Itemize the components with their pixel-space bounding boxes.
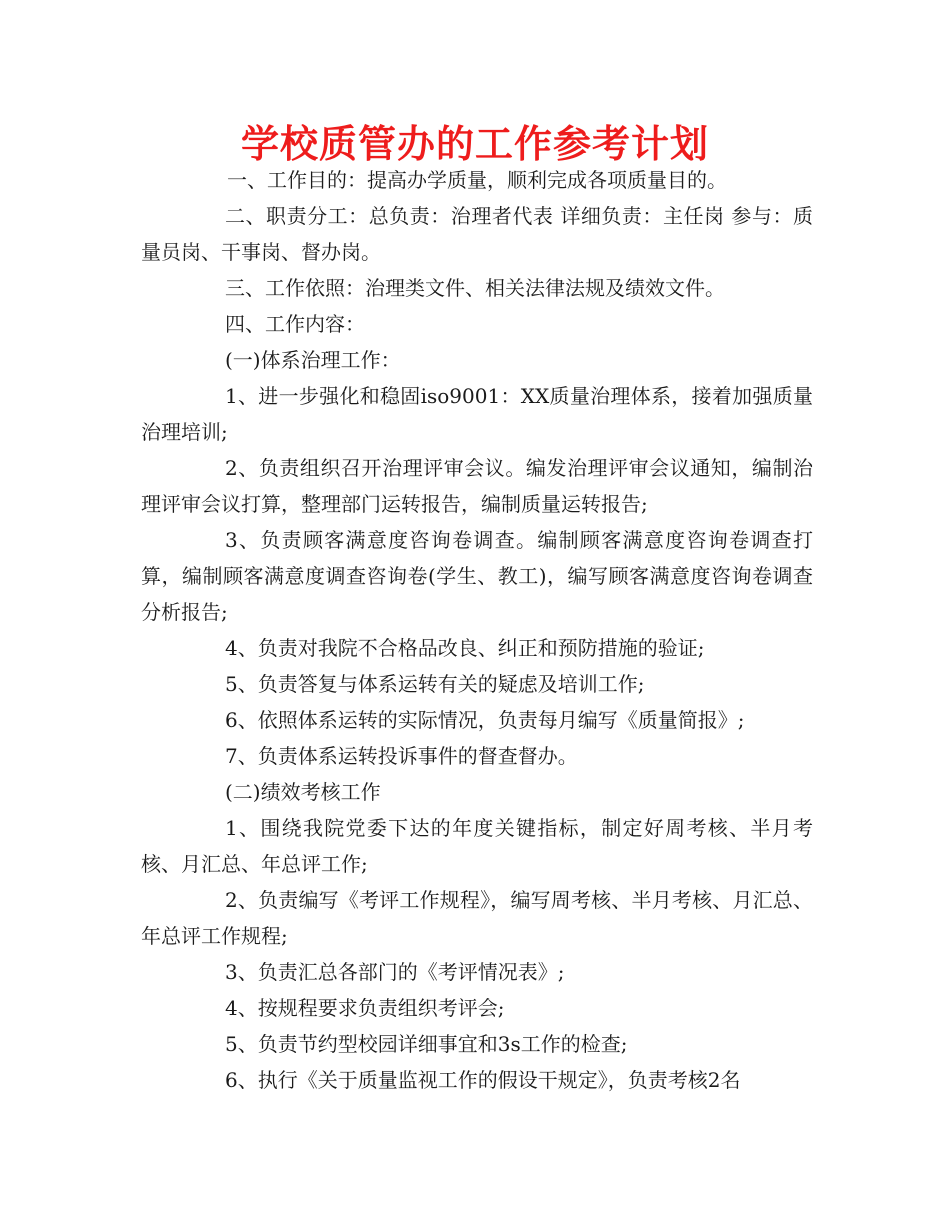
paragraph-responsibility: 二、职责分工：总负责：治理者代表 详细负责：主任岗 参与：质量员岗、干事岗、督办岗。 xyxy=(141,204,813,264)
list-item: 7、负责体系运转投诉事件的督查督办。 xyxy=(225,744,578,768)
list-item: 1、围绕我院党委下达的年度关键指标，制定好周考核、半月考核、月汇总、年总评工作; xyxy=(141,816,813,876)
paragraph-purpose: 一、工作目的：提高办学质量，顺利完成各项质量目的。 xyxy=(227,168,727,192)
list-item: 3、负责顾客满意度咨询卷调查。编制顾客满意度咨询卷调查打算，编制顾客满意度调查咨询卷(学生、教工)，编写顾客满意度咨询卷调查分析报告; xyxy=(141,528,813,624)
list-item: 4、负责对我院不合格品改良、纠正和预防措施的验证; xyxy=(225,636,705,660)
list-item: 3、负责汇总各部门的《考评情况表》; xyxy=(225,960,565,984)
list-item: 6、执行《关于质量监视工作的假设干规定》，负责考核2名 xyxy=(225,1068,741,1092)
list-item: 4、按规程要求负责组织考评会; xyxy=(225,996,505,1020)
list-item: 5、负责节约型校园详细事宜和3s工作的检查; xyxy=(225,1032,628,1056)
document-title: 学校质管办的工作参考计划 xyxy=(240,122,709,166)
list-item: 6、依照体系运转的实际情况，负责每月编写《质量简报》; xyxy=(225,708,745,732)
list-item: 2、负责组织召开治理评审会议。编发治理评审会议通知，编制治理评审会议打算，整理部门运转报告，编制质量运转报告; xyxy=(141,456,813,516)
list-item: 1、进一步强化和稳固iso9001：XX质量治理体系，接着加强质量治理培训; xyxy=(141,384,813,444)
paragraph-content-heading: 四、工作内容： xyxy=(225,312,365,336)
list-item: 2、负责编写《考评工作规程》，编写周考核、半月考核、月汇总、年总评工作规程; xyxy=(141,888,813,948)
list-item: 5、负责答复与体系运转有关的疑虑及培训工作; xyxy=(225,672,645,696)
paragraph-basis: 三、工作依照：治理类文件、相关法律法规及绩效文件。 xyxy=(225,276,725,300)
section-heading-system-management: (一)体系治理工作： xyxy=(225,348,401,372)
section-heading-performance: (二)绩效考核工作 xyxy=(225,780,381,804)
document-body xyxy=(141,162,813,1098)
